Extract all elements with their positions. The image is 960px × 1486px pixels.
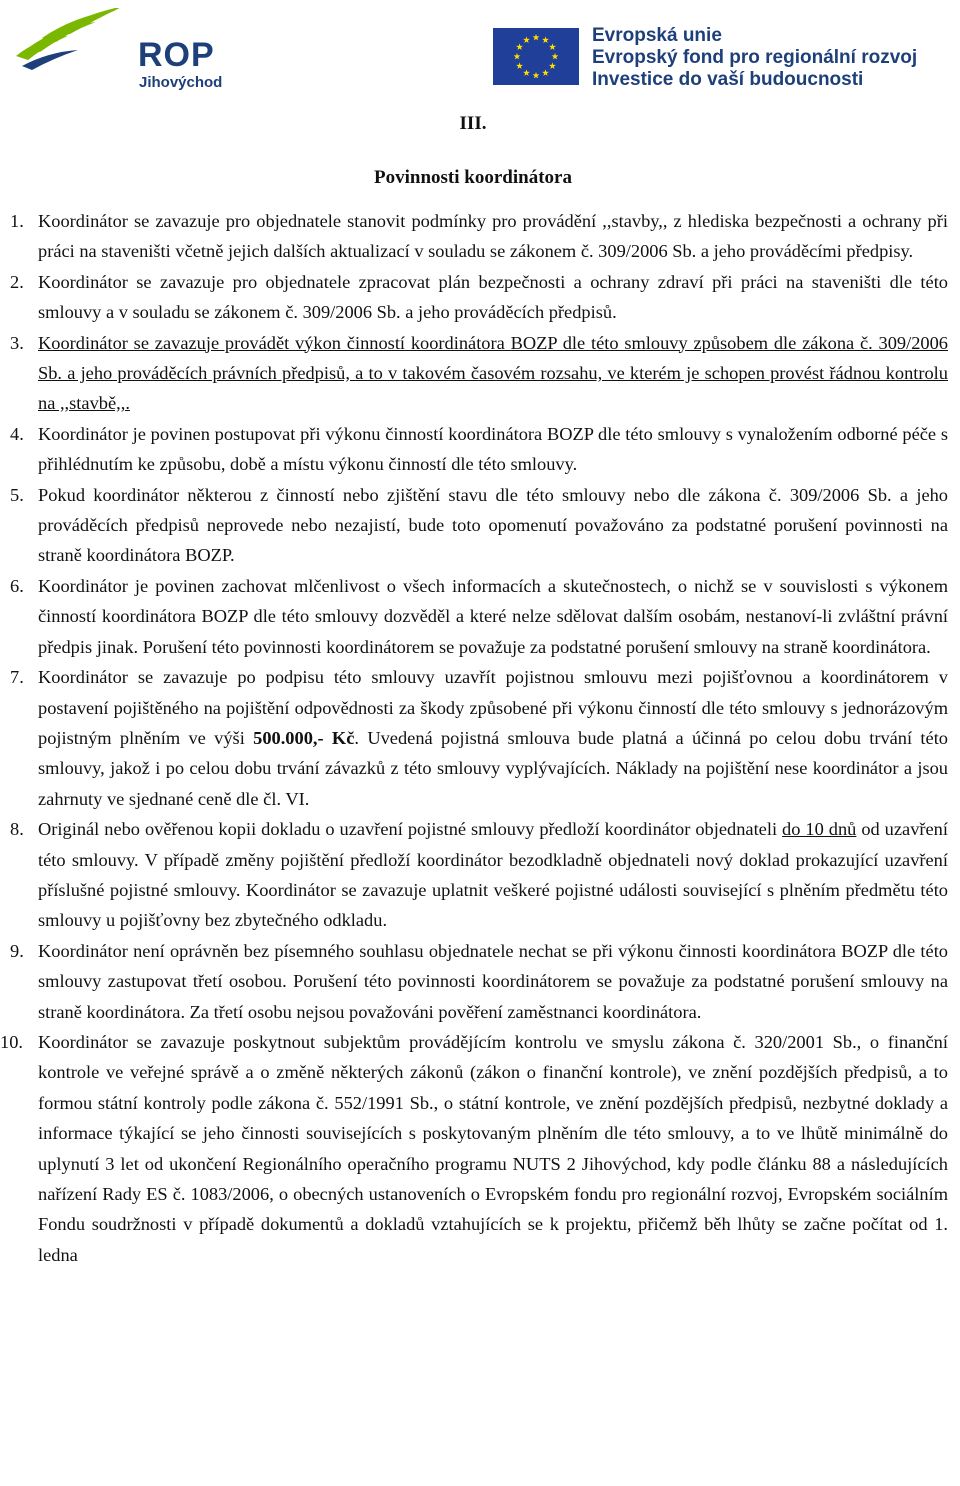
eu-flag-icon [493, 28, 579, 85]
item-text: Koordinátor se zavazuje poskytnout subjektům provádějícím kontrolu ve smyslu zákona č. 320/2001 Sb., o finanční kontrole ve veřejné správě a o změně některých zákonů (zákon o finanční kontrole), ve znění pozdějších předpisů, a to formou státní kontroly podle zákona č. 552/1991 Sb., o státní kontrole, ve znění pozdějších předpisů, nezbytné doklady a informace týkající se jeho činnosti souvisejících s poskytovaným plněním dle této smlouvy, a to ve lhůtě minimálně do uplynutí 3 let od ukončení Regionálního operačního programu NUTS 2 Jihovýchod, kdy podle článku 88 a následujících nařízení Rady ES č. 1083/2006, o obecných ustanoveních o Evropském fondu pro regionální rozvoj, Evropském sociálním Fondu soudržnosti v případě dokumentů a dokladů vztahujících se k projektu, přičemž běh lhůty se začne počítat od 1. ledna [38, 1031, 948, 1265]
eu-star-icon [523, 36, 530, 43]
item-number: 6. [10, 575, 24, 596]
eu-logo-line-1: Evropská unie [592, 25, 722, 46]
list-item [10, 267, 948, 328]
list-item [10, 662, 948, 814]
list-item [10, 936, 948, 1027]
eu-star-icon [514, 53, 521, 60]
part-number: III. [459, 113, 487, 134]
list-item [10, 480, 948, 571]
item-text: Koordinátor není oprávněn bez písemného souhlasu objednatele nechat se při výkonu činnosti koordinátora BOZP dle této smlouvy zastupovat třetí osobou. Porušení této povinnosti koordinátorem se považuje za podstatné porušení smlouvy na straně koordinátora. Za třetí osobu nejsou považováni pověření zaměstnanci koordinátora. [38, 940, 948, 1022]
rop-logo-subtitle: Jihovýchod [139, 74, 223, 91]
list-item [0, 1027, 948, 1270]
item-text: . Uvedená pojistná smlouva bude platná a účinná po celou dobu trvání této smlouvy, jakož i po celou dobu trvání závazků z této smlouvy vyplývajících. Náklady na pojištění nese koordinátor a jsou zahrnuty ve sjednané ceně dle čl. VI. [38, 727, 949, 809]
eu-star-icon [533, 72, 540, 79]
list-item [10, 571, 948, 662]
item-text: Koordinátor se zavazuje pro objednatele zpracovat plán bezpečnosti a ochrany zdraví při práci na staveništi dle této smlouvy a v souladu se zákonem č. 309/2006 Sb. a jeho prováděcích předpisů. [38, 271, 948, 323]
eu-logo-line-3: Investice do vaší budoucnosti [592, 69, 864, 90]
rop-swoosh-icon [8, 8, 133, 88]
item-text: Koordinátor se zavazuje pro objednatele stanovit podmínky pro provádění ,,stavby,, z hlediska bezpečnosti a ochrany při práci na staveništi včetně jejich dalších aktualizací v souladu se zákonem č. 309/2006 Sb. a jeho prováděcími předpisy. [38, 211, 948, 262]
item-text: Pokud koordinátor některou z činností nebo zjištění stavu dle této smlouvy nebo dle zákona č. 309/2006 Sb. a jeho prováděcích předpisů neprovede nebo nezajistí, bude toto opomenutí považováno za podstatné porušení povinnosti na straně koordinátora BOZP. [38, 484, 948, 566]
eu-star-icon [516, 62, 523, 69]
eu-star-icon [549, 43, 556, 50]
eu-logo-text [592, 25, 917, 91]
item-text: Originál nebo ověřenou kopii dokladu o uzavření pojistné smlouvy předloží koordinátor objednateli [38, 819, 783, 840]
item-number: 1. [10, 211, 24, 231]
eu-star-icon [516, 43, 523, 50]
obligations-list [0, 206, 949, 1270]
eu-star-icon [552, 53, 559, 60]
item-number: 2. [10, 271, 24, 292]
deadline-text: do 10 dnů [782, 819, 857, 840]
item-number: 4. [10, 423, 24, 444]
item-text: Koordinátor se zavazuje po podpisu této smlouvy uzavřít pojistnou smlouvu mezi pojišťovnou a koordinátorem v postavení pojištěného na pojištění odpovědnosti za škody způsobené při výkonu činností dle této smlouvy s jednorázovým pojistným plněním ve výši [38, 667, 948, 748]
eu-star-icon [523, 69, 530, 76]
eu-star-icon [549, 62, 556, 69]
item-number: 3. [10, 332, 24, 353]
item-number: 10. [0, 1031, 23, 1052]
item-number: 8. [10, 819, 24, 840]
list-item [10, 419, 948, 480]
item-text: Koordinátor je povinen zachovat mlčenlivost o všech informacích a skutečnostech, o nichž se v souvislosti s výkonem činností koordinátora BOZP dle této smlouvy dozvěděl a které nelze sdělovat dalším osobám, nestanoví-li zvláštní právní předpis jinak. Porušení této povinnosti koordinátorem se považuje za podstatné porušení smlouvy na straně koordinátora. [38, 575, 948, 657]
eu-star-icon [542, 36, 549, 43]
list-item [10, 206, 948, 267]
section-title: Povinnosti koordinátora [374, 167, 572, 188]
eu-star-icon [542, 69, 549, 76]
list-item [10, 328, 948, 419]
item-number: 9. [10, 940, 24, 961]
insurance-amount: 500.000,- Kč [253, 727, 355, 748]
rop-logo-word: ROP [138, 36, 215, 74]
item-text: od uzavření této smlouvy. V případě změny pojištění předloží koordinátor bezodkladně objednateli nový doklad prokazující uzavření příslušné pojistné smlouvy. Koordinátor se zavazuje uplatnit veškeré pojistné události související s plněním předmětu této smlouvy u pojišťovny bez zbytečného odkladu. [38, 819, 948, 931]
item-text: Koordinátor je povinen postupovat při výkonu činností koordinátora BOZP dle této smlouvy s vynaložením odborné péče s přihlédnutím ke způsobu, době a místu výkonu činností dle této smlouvy. [38, 423, 948, 475]
eu-logo-line-2: Evropský fond pro regionální rozvoj [592, 47, 918, 68]
item-number: 5. [10, 484, 24, 505]
item-text: Koordinátor se zavazuje provádět výkon činností koordinátora BOZP dle této smlouvy způsobem dle zákona č. 309/2006 Sb. a jeho prováděcích právních předpisů, a to v takovém časovém rozsahu, ve kterém je schopen provést řádnou kontrolu na ,,stavbě,,. [38, 332, 948, 414]
rop-jihovychod-logo [8, 8, 238, 91]
eu-star-icon [533, 34, 540, 41]
list-item [10, 814, 948, 936]
item-number: 7. [10, 667, 24, 688]
